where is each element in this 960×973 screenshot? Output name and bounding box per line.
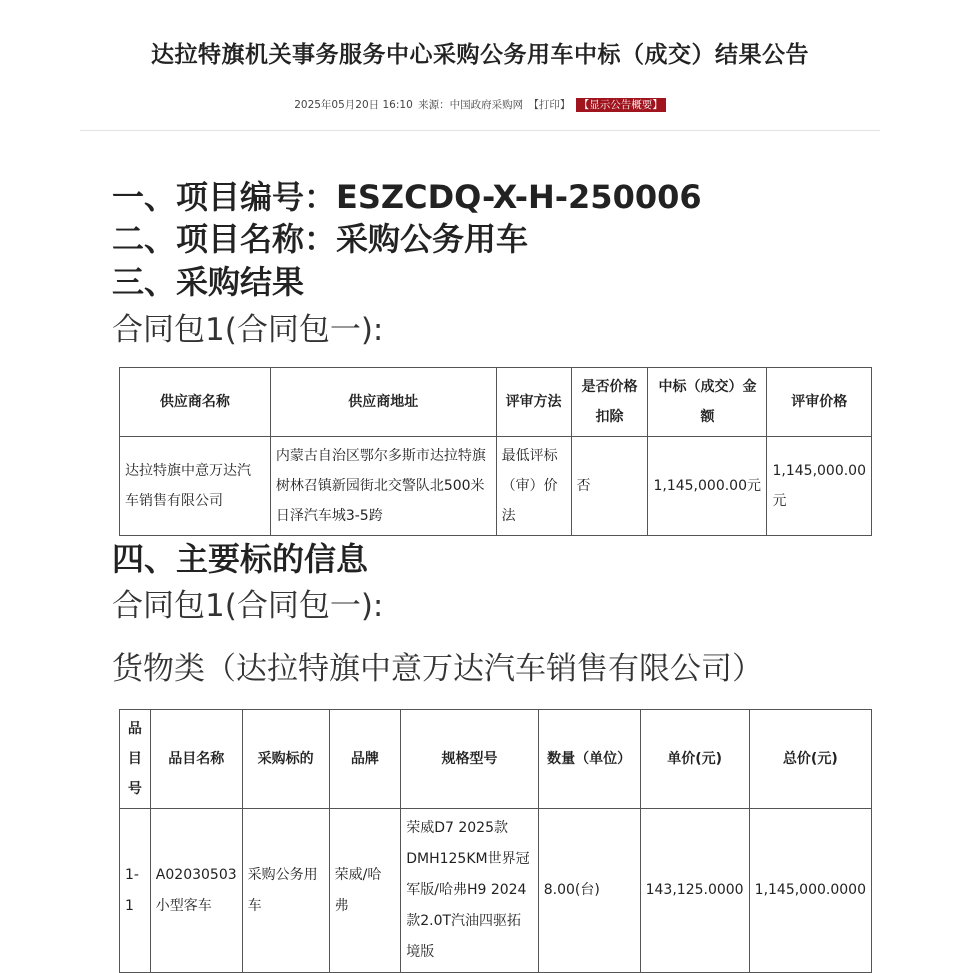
- table-cell: A02030503小型客车: [150, 809, 242, 973]
- goods-label: 货物类（达拉特旗中意万达汽车销售有限公司）: [112, 651, 763, 687]
- print-link[interactable]: 【打印】: [528, 99, 571, 111]
- project-name: 二、项目名称：采购公务用车: [112, 220, 529, 258]
- show-summary-button[interactable]: 【显示公告概要】: [576, 98, 666, 112]
- table-cell: 采购公务用车: [242, 809, 329, 973]
- table-row: [120, 809, 872, 973]
- table-header-row: [120, 368, 872, 437]
- table-header: 单价(元): [640, 710, 749, 809]
- table-cell: 1,145,000.00元: [648, 437, 767, 536]
- table-cell: 荣威/哈弗: [329, 809, 401, 973]
- section-result: 三、采购结果: [112, 263, 305, 301]
- divider: [80, 130, 880, 131]
- table-row: [120, 437, 872, 536]
- package-label: 合同包1(合同包一):: [112, 588, 384, 624]
- table-header: 是否价格扣除: [571, 368, 648, 437]
- table-header: 采购标的: [242, 710, 329, 809]
- table-cell: 1-1: [120, 809, 151, 973]
- table-header: 品牌: [329, 710, 401, 809]
- table-header: 总价(元): [749, 710, 871, 809]
- package-label: 合同包1(合同包一):: [112, 312, 384, 348]
- table-cell: 8.00(台): [538, 809, 640, 973]
- table-cell: 否: [571, 437, 648, 536]
- section-main-info: 四、主要标的信息: [112, 540, 369, 578]
- table-header: 供应商地址: [270, 368, 496, 437]
- project-number: 一、项目编号：ESZCDQ-X-H-250006: [112, 178, 702, 216]
- source-link[interactable]: 来源：中国政府采购网: [418, 99, 524, 111]
- table-header: 品目名称: [150, 710, 242, 809]
- table-cell: 1,145,000.00元: [767, 437, 872, 536]
- table-header-row: [120, 710, 872, 809]
- table-header: 数量（单位）: [538, 710, 640, 809]
- table-header: 供应商名称: [120, 368, 271, 437]
- table-cell: 荣威D7 2025款DMH125KM世界冠军版/哈弗H9 2024款2.0T汽油四驱拓境版: [401, 809, 539, 973]
- page-title: 达拉特旗机关事务服务中心采购公务用车中标（成交）结果公告: [151, 42, 809, 68]
- article-meta: [0, 97, 960, 112]
- table-cell: 143,125.0000: [640, 809, 749, 973]
- table-cell: 达拉特旗中意万达汽车销售有限公司: [120, 437, 271, 536]
- table-cell: 内蒙古自治区鄂尔多斯市达拉特旗树林召镇新园街北交警队北500米日泽汽车城3-5跨: [270, 437, 496, 536]
- table-cell: 1,145,000.0000: [749, 809, 871, 973]
- table-header: 品目号: [120, 710, 151, 809]
- result-table: [119, 367, 872, 536]
- table-header: 规格型号: [401, 710, 539, 809]
- table-header: 评审方法: [496, 368, 571, 437]
- table-header: 中标（成交）金额: [648, 368, 767, 437]
- publish-date: 2025年05月20日 16:10: [294, 99, 413, 111]
- table-header: 评审价格: [767, 368, 872, 437]
- goods-table: [119, 709, 872, 973]
- table-cell: 最低评标（审）价法: [496, 437, 571, 536]
